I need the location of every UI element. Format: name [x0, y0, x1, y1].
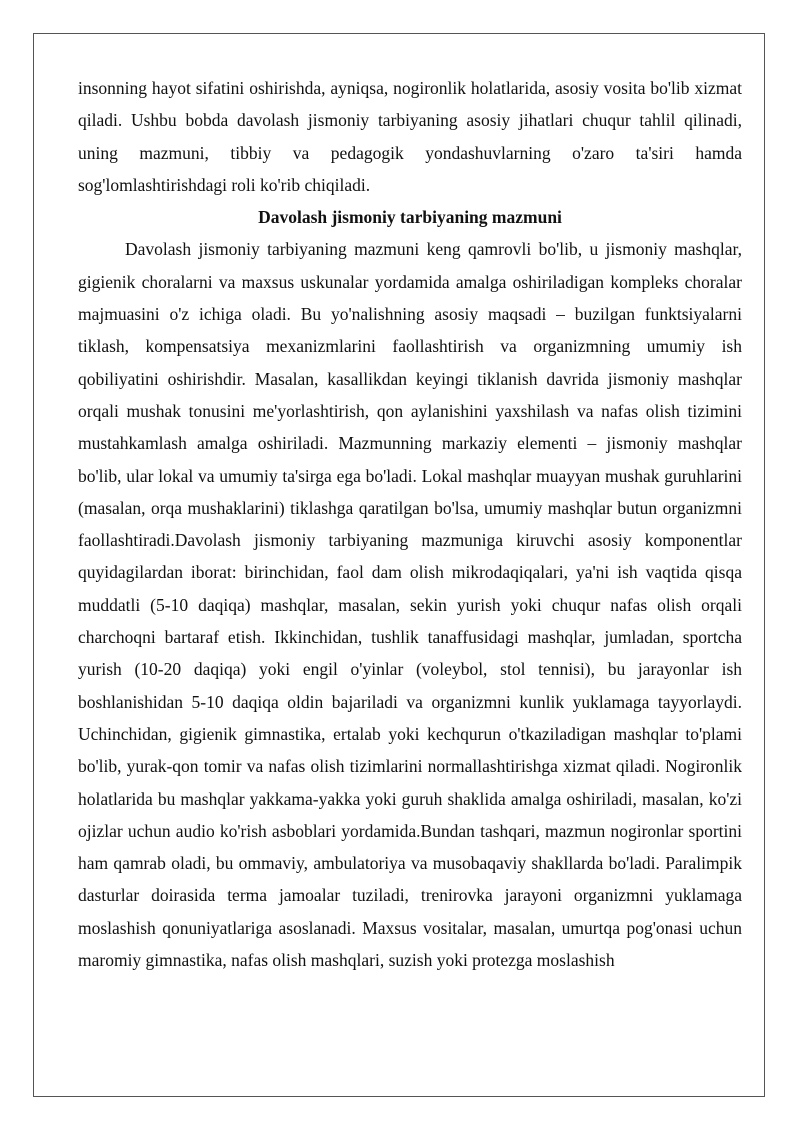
intro-paragraph: insonning hayot sifatini oshirishda, ayniqsa, nogironlik holatlarida, asosiy vosita bo'lib xizmat qiladi. Ushbu bobda davolash jismoniy tarbiyaning asosiy jihatlari chuqur tahlil qilinadi, uning mazmuni, tibbiy va pedagogik yondashuvlarning o'zaro ta'siri hamda sog'lomlashtirishdagi roli ko'rib chiqiladi. — [78, 78, 742, 195]
document-body — [78, 72, 742, 976]
body-paragraph: Davolash jismoniy tarbiyaning mazmuni keng qamrovli bo'lib, u jismoniy mashqlar, gigienik choralarni va maxsus uskunalar yordamida amalga oshiriladigan kompleks choralar majmuasini o'z ichiga oladi. Bu yo'nalishning asosiy maqsadi – buzilgan funktsiyalarni tiklash, kompensatsiya mexanizmlarini faollashtirish va organizmning umumiy ish qobiliyatini oshirishdir. Masalan, kasallikdan keyingi tiklanish davrida jismoniy mashqlar orqali mushak tonusini me'yorlashtirish, qon aylanishini yaxshilash va nafas olish tizimini mustahkamlash amalga oshiriladi. Mazmunning markaziy elementi – jismoniy mashqlar bo'lib, ular lokal va umumiy ta'sirga ega bo'ladi. Lokal mashqlar muayyan mushak guruhlarini (masalan, orqa mushaklarini) tiklashga qaratilgan bo'lsa, umumiy mashqlar butun organizmni faollashtiradi.Davolash jismoniy tarbiyaning mazmuniga kiruvchi asosiy komponentlar quyidagilardan iborat: birinchidan, faol dam olish mikrodaqiqalari, ya'ni ish vaqtida qisqa muddatli (5-10 daqiqa) mashqlar, masalan, sekin yurish yoki chuqur nafas olish orqali charchoqni bartaraf etish. Ikkinchidan, tushlik tanaffusidagi mashqlar, jumladan, sportcha yurish (10-20 daqiqa) yoki engil o'yinlar (voleybol, stol tennisi), bu jarayonlar ish boshlanishidan 5-10 daqiqa oldin bajariladi va organizmni kunlik yuklamaga tayyorlaydi. Uchinchidan, gigienik gimnastika, ertalab yoki kechqurun o'tkaziladigan mashqlar to'plami bo'lib, yurak-qon tomir va nafas olish tizimlarini normallashtirishga xizmat qiladi. Nogironlik holatlarida bu mashqlar yakkama-yakka yoki guruh shaklida amalga oshiriladi, masalan, ko'zi ojizlar uchun audio ko'rish asboblari yordamida.Bundan tashqari, mazmun nogironlar sportini ham qamrab oladi, bu ommaviy, ambulatoriya va musobaqaviy shakllarda bo'ladi. Paralimpik dasturlar doirasida terma jamoalar tuziladi, trenirovka jarayoni organizmni yuklamaga moslashish qonuniyatlariga asoslanadi. Maxsus vositalar, masalan, umurtqa pog'onasi uchun maromiy gimnastika, nafas olish mashqlari, suzish yoki protezga moslashish — [78, 239, 742, 971]
section-heading: Davolash jismoniy tarbiyaning mazmuni — [258, 207, 562, 228]
